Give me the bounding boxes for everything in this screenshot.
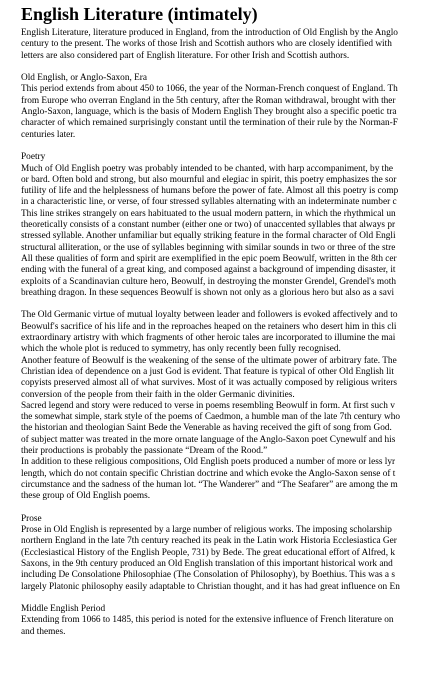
- text-line: (Ecclesiastical History of the English People, 731) by Bede. The great educational effort of Alfred, k: [21, 547, 395, 558]
- text-line: ending with the funeral of a great king, and composed against a background of impending disaster, it: [21, 265, 396, 276]
- text-line: Prose in Old English is represented by a large number of religious works. The imposing scholarship: [21, 525, 392, 536]
- section-heading: Prose: [21, 513, 42, 524]
- text-line: largely Platonic philosophy easily adaptable to Christian thought, and it has had great influence on En: [21, 581, 400, 592]
- text-line: letters are also considered part of English literature. For other Irish and Scottish authors.: [21, 50, 350, 61]
- text-line: century to the present. The works of those Irish and Scottish authors who are closely identified with: [21, 39, 392, 50]
- text-line: copyists preserved almost all of what survives. Most of it was actually composed by religious writers: [21, 378, 397, 389]
- text-line: length, which do not contain specific Christian doctrine and which evoke the Anglo-Saxon sense of t: [21, 468, 396, 479]
- text-line: In addition to these religious compositions, Old English poets produced a number of more or less lyr: [21, 457, 396, 468]
- text-line: Much of Old English poetry was probably intended to be chanted, with harp accompaniment, by the: [21, 163, 394, 174]
- text-line: or bard. Often bold and strong, but also mournful and elegiac in spirit, this poetry emphasizes the sor: [21, 174, 397, 185]
- text-line: which the whole plot is reduced to symmetry, has only recently been fully recognised.: [21, 344, 341, 355]
- text-line: these group of Old English poems.: [21, 491, 151, 502]
- section-spacer: [21, 593, 434, 604]
- text-line: centuries later.: [21, 129, 76, 140]
- text-line: the historian and theologian Saint Bede the Venerable as having received the gift of song from God.: [21, 423, 392, 434]
- section-spacer: [21, 62, 434, 73]
- text-line: Beowulf's sacrifice of his life and in the reproaches heaped on the retainers who desert him in this cli: [21, 321, 397, 332]
- text-line: All these qualities of form and spirit are exemplified in the epic poem Beowulf, written in the 8th cer: [21, 253, 397, 264]
- section-heading: Old English, or Anglo-Saxon, Era: [21, 73, 148, 84]
- text-line: structural alliteration, or the use of syllables beginning with similar sounds in two or three of the stre: [21, 242, 396, 253]
- text-line: in a characteristic line, or verse, of four stressed syllables alternating with an indeterminate number c: [21, 197, 397, 208]
- section-spacer: [21, 299, 434, 310]
- text-line: from Europe who overran England in the 5th century, after the Roman withdrawal, brought with ther: [21, 95, 396, 106]
- text-line: This period extends from about 450 to 1066, the year of the Norman-French conquest of England. Th: [21, 84, 398, 95]
- text-line: their productions is probably the passionate “Dream of the Rood.”: [21, 445, 268, 456]
- text-line: Saxons, in the 9th century produced an Old English translation of this important historical work and: [21, 558, 393, 569]
- text-line: of subject matter was treated in the more ornate language of the Anglo-Saxon poet Cynewulf and his: [21, 434, 396, 445]
- page-title: English Literature (intimately): [21, 4, 258, 24]
- text-line: including De Consolatione Philosophiae (The Consolation of Philosophy), by Boethius. This was a s: [21, 570, 396, 581]
- text-line: Anglo-Saxon, language, which is the basis of Modern English They brought also a specific poetic tra: [21, 107, 397, 118]
- section-spacer: [21, 502, 434, 513]
- text-line: the somewhat simple, stark style of the poems of Caedmon, a humble man of the late 7th century who: [21, 412, 401, 423]
- text-line: character of which remained surprisingly constant until the termination of their rule by the Norman-F: [21, 118, 398, 129]
- text-line: conversion of the people from their faith in the older Germanic divinities.: [21, 389, 295, 400]
- text-line: The Old Germanic virtue of mutual loyalty between leader and followers is evoked affectively and to: [21, 310, 398, 321]
- text-line: exploits of a Scandinavian culture hero, Beowulf, in destroying the monster Grendel, Grendel's moth: [21, 276, 397, 287]
- text-line: circumstance and the sadness of the human lot. “The Wanderer” and “The Seafarer” are among the m: [21, 479, 398, 490]
- section-heading: Poetry: [21, 152, 46, 163]
- text-line: English Literature, literature produced in England, from the introduction of Old English by the Anglo: [21, 28, 398, 38]
- text-line: stressed syllable. Another unfamiliar but equally striking feature in the formal character of Old Engli: [21, 231, 396, 242]
- text-line: breathing dragon. In these sequences Beowulf is shown not only as a glorious hero but also as a savi: [21, 287, 395, 298]
- document: [21, 4, 434, 638]
- text-line: Sacred legend and story were reduced to verse in poems resembling Beowulf in form. At first such v: [21, 400, 395, 411]
- text-line: Christian idea of dependence on a just God is evident. That feature is typical of other Old English lit: [21, 366, 394, 377]
- text-line: theoretically consists of a constant number (either one or two) of unaccented syllables that always pr: [21, 220, 396, 231]
- text-line: and themes.: [21, 626, 66, 637]
- text-line: northern England in the late 7th century reached its peak in the Latin work Historia Ecclesiastica Ger: [21, 536, 397, 547]
- text-line: extraordinary artistry with which fragments of other heroic tales are incorporated to illumine the mai: [21, 333, 396, 344]
- section-heading: Middle English Period: [21, 604, 106, 615]
- section-spacer: [21, 141, 434, 152]
- document-body: [21, 28, 434, 638]
- text-line: Extending from 1066 to 1485, this period is noted for the extensive influence of French literature on: [21, 615, 394, 626]
- text-line: Another feature of Beowulf is the weakening of the sense of the ultimate power of arbitrary fate. The: [21, 355, 397, 366]
- text-line: futility of life and the helplessness of humans before the power of fate. Almost all this poetry is comp: [21, 186, 399, 197]
- text-line: This line strikes strangely on ears habituated to the usual modern pattern, in which the rhythmical un: [21, 208, 396, 219]
